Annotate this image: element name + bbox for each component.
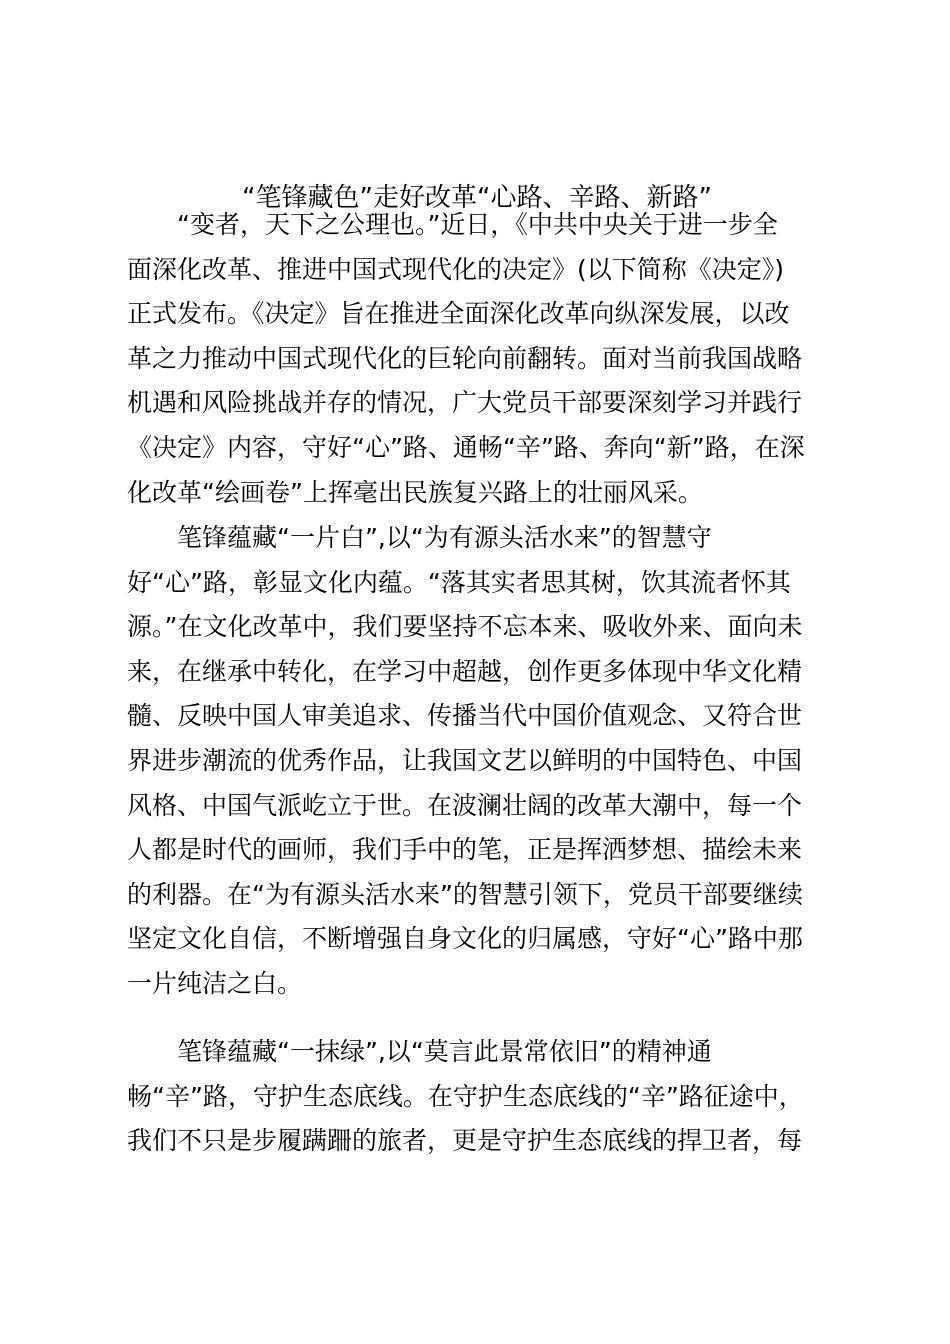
paragraph-line: 笔锋蕴藏“一抹绿”,以“莫言此景常依旧”的精神通 [177,1037,712,1066]
paragraph-line: 好“心”路，彰显文化内蕴。“落其实者思其树，饮其流者怀其 [127,567,791,597]
paragraph-line: 坚定文化自信，不断增强自身文化的归属感，守好“心”路中那 [127,924,803,954]
paragraph-line: 髓、反映中国人审美追求、传播当代中国价值观念、又符合世 [127,701,803,731]
paragraph-line: 畅“辛”路，守护生态底线。在守护生态底线的“辛”路征途中， [127,1081,804,1111]
paragraph-line: 面深化改革、推进中国式现代化的决定》(以下简称《决定》) [127,254,785,284]
paragraph-line: 界进步潮流的优秀作品，让我国文艺以鲜明的中国特色、中国 [127,745,803,775]
paragraph-line: 的利器。在“为有源头活水来”的智慧引领下，党员干部要继续 [127,879,803,909]
paragraph-line: 化改革“绘画卷”上挥毫出民族复兴路上的壮丽风采。 [127,477,703,507]
paragraph-line: 来，在继承中转化，在学习中超越，创作更多体现中华文化精 [127,656,803,686]
paragraph-line: 源。”在文化改革中，我们要坚持不忘本来、吸收外来、面向未 [127,612,803,642]
paragraph-line: 机遇和风险挑战并存的情况，广大党员干部要深刻学习并践行 [127,388,803,418]
paragraph-line: 风格、中国气派屹立于世。在波澜壮阔的改革大潮中，每一个 [127,790,803,820]
paragraph-line: 正式发布。《决定》旨在推进全面深化改革向纵深发展，以改 [127,299,790,329]
paragraph-line: 我们不只是步履蹒跚的旅者，更是守护生态底线的捍卫者，每 [127,1126,803,1156]
paragraph-2 [127,516,827,1007]
article-title: “笔锋藏色”走好改革“心路、辛路、新路” [242,183,712,213]
paragraph-3 [127,1030,827,1164]
paragraph-line: 革之力推动中国式现代化的巨轮向前翻转。面对当前我国战略 [127,343,803,373]
paragraph-1 [127,203,827,515]
paragraph-line: 一片纯洁之白。 [127,968,303,998]
paragraph-line: 人都是时代的画师，我们手中的笔，正是挥洒梦想、描绘未来 [127,835,803,865]
paragraph-line: “变者，天下之公理也。”近日，《中共中央关于进一步全 [177,210,778,239]
paragraph-line: 《决定》内容，守好“心”路、通畅“辛”路、奔向“新”路，在深 [127,432,805,462]
paragraph-line: 笔锋蕴藏“一片白”,以“为有源头活水来”的智慧守 [177,523,712,552]
